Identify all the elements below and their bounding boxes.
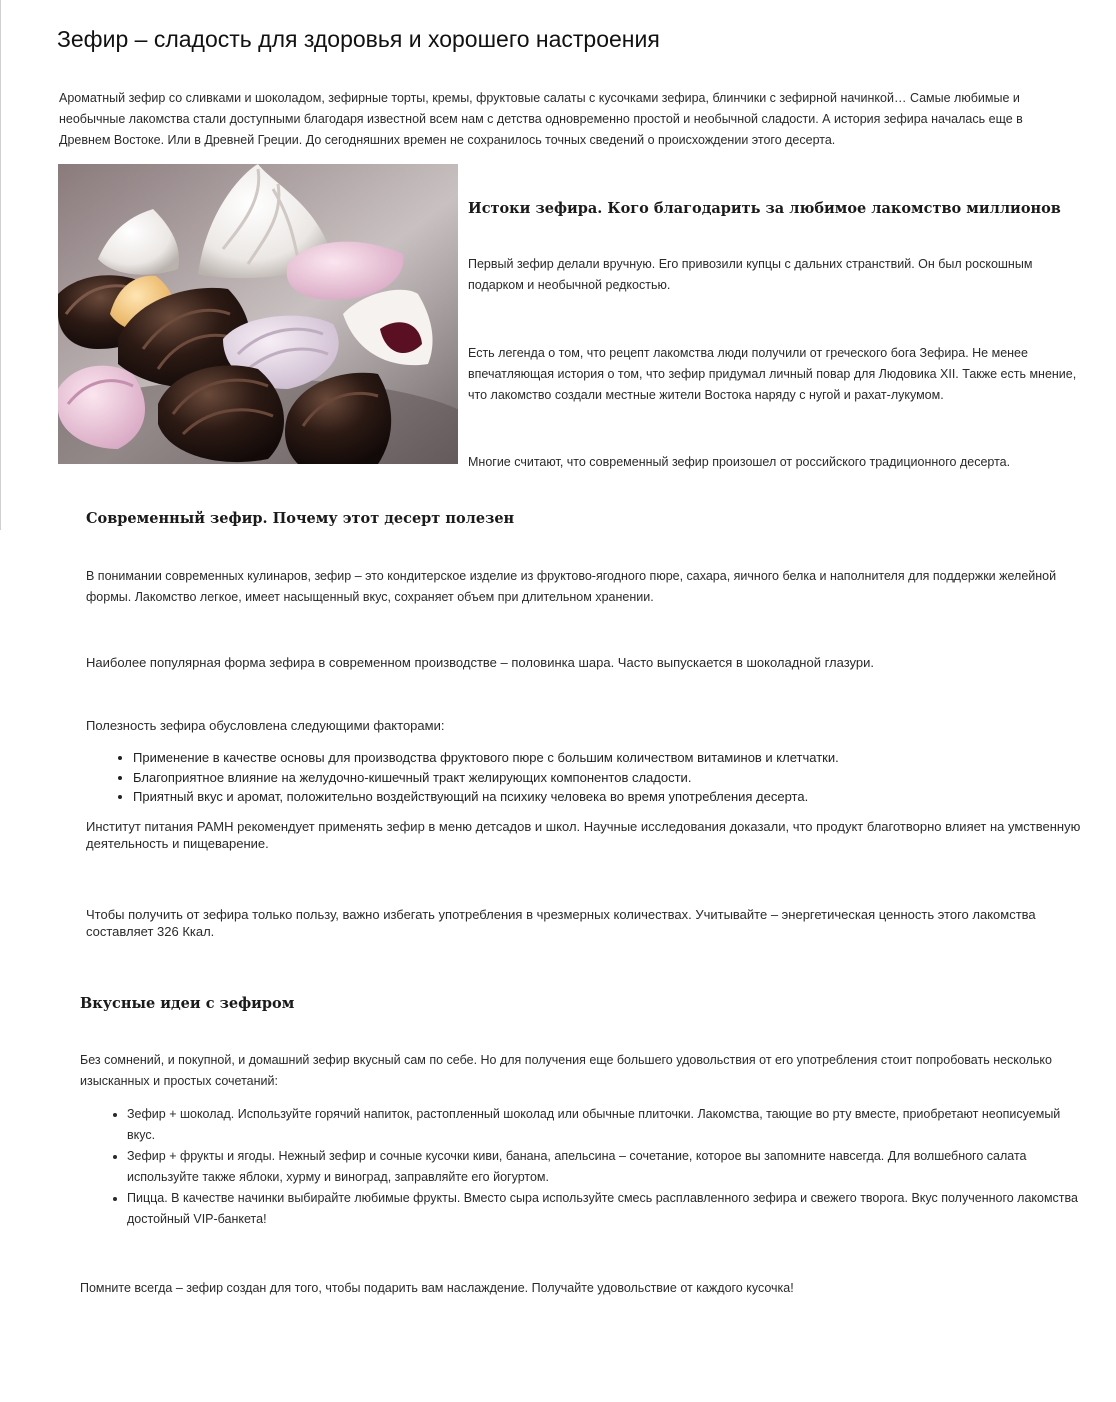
origins-paragraph-1: Первый зефир делали вручную. Его привозили купцы с дальних странствий. Он был роскошным подарком и необычной редкостью. [468, 257, 1033, 292]
origins-heading: Истоки зефира. Кого благодарить за любимое лакомство миллионов [468, 200, 1061, 217]
closing-paragraph: Помните всегда – зефир создан для того, чтобы подарить вам наслаждение. Получайте удовольствие от каждого кусочка! [80, 1281, 794, 1295]
list-item: • Применение в качестве основы для производства фруктового пюре с большим количеством витаминов и клетчатки. [133, 748, 993, 768]
modern-paragraph-4: Институт питания РАМН рекомендует применять зефир в меню детсадов и школ. Научные исследования доказали, что продукт благотворно влияет на умственную деятельность и пищеварение. [86, 819, 1081, 851]
modern-paragraph-5: Чтобы получить от зефира только пользу, важно избегать употребления в чрезмерных количествах. Учитывайте – энергетическая ценность этого лакомства составляет 326 Ккал. [86, 907, 1036, 939]
modern-paragraph-3: Полезность зефира обусловлена следующими факторами: [86, 718, 445, 733]
list-item: • Приятный вкус и аромат, положительно воздействующий на психику человека во время употребления десерта. [133, 787, 993, 807]
list-item: • Пицца. В качестве начинки выбирайте любимые фрукты. Вместо сыра используйте смесь расплавленного зефира и свежего творога. Вкус полученного лакомства достойный VIP-банкета! [127, 1188, 1082, 1230]
ideas-heading: Вкусные идеи с зефиром [80, 995, 295, 1012]
list-item: • Зефир + фрукты и ягоды. Нежный зефир и сочные кусочки киви, банана, апельсина – сочетание, которое вы запомните навсегда. Для волшебного салата используйте также яблоки, хурму и виноград, заправляйте его йогуртом. [127, 1146, 1082, 1188]
modern-heading: Современный зефир. Почему этот десерт полезен [86, 510, 515, 527]
benefits-list [86, 748, 993, 807]
ideas-paragraph-1: Без сомнений, и покупной, и домашний зефир вкусный сам по себе. Но для получения еще большего удовольствия от его употребления стоит попробовать несколько изысканных и простых сочетаний: [80, 1053, 1052, 1088]
modern-paragraph-2: Наиболее популярная форма зефира в современном производстве – половинка шара. Часто выпускается в шоколадной глазури. [86, 655, 874, 670]
modern-paragraph-1: В понимании современных кулинаров, зефир – это кондитерское изделие из фруктово-ягодного пюре, сахара, яичного белка и наполнителя для поддержки желейной формы. Лакомство легкое, имеет насыщенный вкус, сохраняет объем при длительном хранении. [86, 569, 1057, 604]
list-item: • Благоприятное влияние на желудочно-кишечный тракт желирующих компонентов сладости. [133, 768, 993, 788]
zefir-photo [58, 164, 458, 464]
page-edge-line [0, 0, 1, 530]
list-item: • Зефир + шоколад. Используйте горячий напиток, растопленный шоколад или обычные плиточки. Лакомства, тающие во рту вместе, приобретают неописуемый вкус. [127, 1104, 1082, 1146]
origins-paragraph-3: Многие считают, что современный зефир произошел от российского традиционного десерта. [468, 455, 1011, 469]
page-title: Зефир – сладость для здоровья и хорошего настроения [57, 26, 660, 52]
intro-paragraph: Ароматный зефир со сливками и шоколадом, зефирные торты, кремы, фруктовые салаты с кусочками зефира, блинчики с зефирной начинкой… Самые любимые и необычные лакомства стали доступными благодаря известной всем нам с детства одновременно простой и необычной сладости. А история зефира началась еще в Древнем Востоке. Или в Древней Греции. До сегодняшних времен не сохранилось точных сведений о происхождении этого десерта. [59, 91, 1023, 147]
origins-paragraph-2: Есть легенда о том, что рецепт лакомства люди получили от греческого бога Зефира. Не менее впечатляющая история о том, что зефир придумал личный повар для Людовика XII. Также есть мнение, что лакомство создали местные жители Востока наряду с нугой и рахат-лукумом. [468, 346, 1077, 402]
ideas-list [80, 1104, 1082, 1230]
